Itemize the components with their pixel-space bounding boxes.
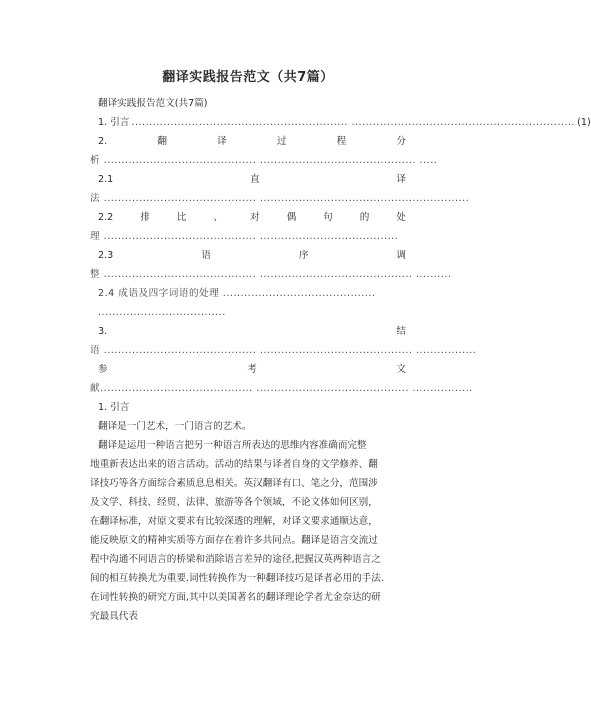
toc-item-conclusion[interactable] [90,322,406,341]
toc-char: 结 [396,326,406,337]
toc-item-translation-process[interactable] [90,132,406,151]
document-content [90,94,591,626]
toc-char: 参 [98,364,108,375]
toc-char: 2.1 [98,174,114,185]
toc-char: 排 [140,212,150,223]
document-title: 翻译实践报告范文（共7篇） [162,70,334,85]
body-paragraph [90,436,406,626]
toc-item-continuation: 法 ........................................... ........................................................... [90,193,470,204]
toc-char: 序 [298,250,309,261]
toc-char: 译 [217,136,227,147]
paragraph-line: 程中沟通不同语言的桥梁和消除语言差异的途径,把握汉英两种语言之 [90,554,381,565]
toc-char: 偶 [286,212,297,223]
toc-item-continuation: 析 ........................................... ............................................ ..... [90,155,438,166]
toc-char: 语 [201,250,211,261]
section-heading: 1. 引言 [98,402,130,413]
toc-item-parallelism[interactable] [90,208,406,227]
toc-item-idioms[interactable]: 2.4 成语及四字词语的处理 ........................................... [98,288,376,299]
toc-char: 3. [98,326,108,337]
toc-char: 句 [323,212,333,223]
paragraph-line: 在词性转换的研究方面,其中以美国著名的翻译理论学者尤金奈达的研 [90,592,381,603]
toc-char: 调 [396,250,406,261]
paragraph-line: 译技巧等各方面综合素质息息相关。英汉翻译有口、笔之分，范围涉 [90,478,378,489]
toc-item-label: 1. 引言 [98,117,130,128]
toc-char: 2. [98,136,108,147]
toc-char: 文 [396,364,406,375]
toc-item-references[interactable] [90,360,406,379]
toc-char: 的 [359,212,370,223]
toc-char: 、 [213,212,223,223]
toc-char: 考 [247,364,257,375]
toc-item-continuation: .................................... [98,307,226,318]
paragraph-line: 地重新表达出来的语言活动。活动的结果与译者自身的文学修养、翻 [90,459,378,470]
toc-char: 2.3 [98,250,114,261]
toc-char: 分 [396,136,406,147]
paragraph-line: 翻译是运用一种语言把另一种语言所表达的思维内容准确而完整 [98,440,367,451]
paragraph-line: 间的相互转换尤为重要.词性转换作为一种翻译技巧是译者必用的手法. [90,573,384,584]
toc-char: 过 [276,136,287,147]
toc-char: 译 [396,174,406,185]
body-sentence: 翻译是一门艺术，一门语言的艺术。 [98,421,252,432]
toc-char: 翻 [157,136,167,147]
toc-char: 比 [176,212,187,223]
toc-leader-dots: ............................................................. ............................................................... [131,117,576,128]
toc-item-word-order[interactable] [90,246,406,265]
paragraph-line: 究最具代表 [90,611,138,622]
toc-char: 2.2 [98,212,114,223]
toc-char: 直 [250,174,260,185]
paragraph-line: 及文学、科技、经贸、法律、旅游等各个领域，不论文体如何区别， [90,497,378,508]
paragraph-line: 在翻译标准，对原文要求有比较深透的理解，对译文要求通顺达意， [90,516,378,527]
toc-char: 对 [249,212,260,223]
paragraph-line: 能反映原文的精神实质等方面存在着许多共同点。翻译是语言交流过 [90,535,378,546]
toc-item-continuation: 整 ........................................... ........................................... .......... [90,269,452,280]
toc-item-continuation: 理 ........................................... ....................................... [90,231,399,242]
toc-char: 程 [336,136,347,147]
document-subtitle: 翻译实践报告范文(共7篇) [98,98,208,109]
toc-item-literal-translation[interactable] [90,170,406,189]
toc-page-number: (1) [577,117,591,128]
toc-item-continuation: 献........................................... ........................................... ................. [90,383,473,394]
toc-item-continuation: 语 ........................................... ........................................... ................. [90,345,477,356]
toc-item-introduction[interactable] [90,113,591,132]
toc-char: 处 [396,212,406,223]
